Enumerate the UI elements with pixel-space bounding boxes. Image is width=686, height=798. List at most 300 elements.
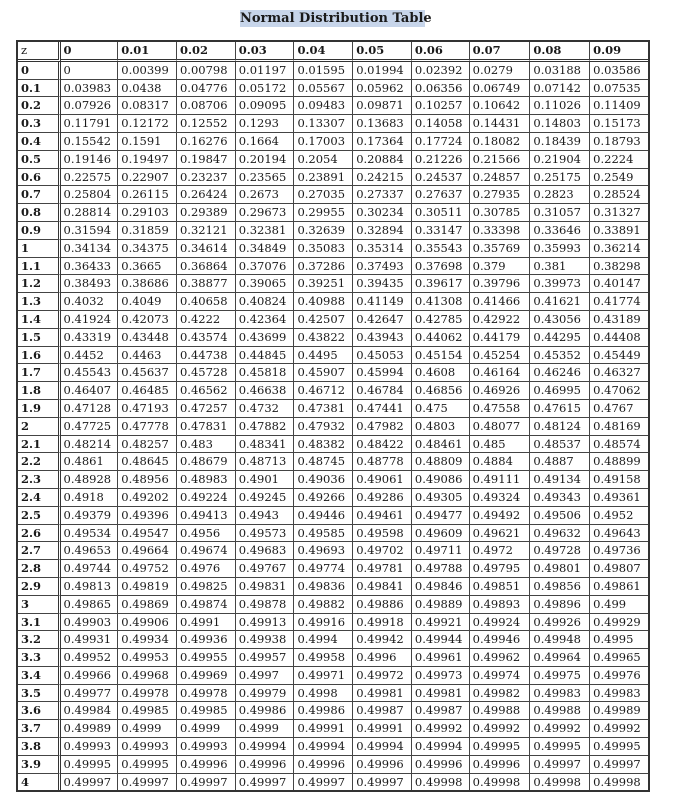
probability-cell: 0.11791 xyxy=(61,115,119,133)
z-value-cell: 0.2 xyxy=(18,97,61,115)
column-header: 0.03 xyxy=(236,42,295,62)
probability-cell: 0.43189 xyxy=(590,311,648,329)
z-value-cell: 2.3 xyxy=(18,471,61,489)
probability-cell: 0.43319 xyxy=(61,329,119,347)
probability-cell: 0.1664 xyxy=(236,133,295,151)
probability-cell: 0.46856 xyxy=(412,382,470,400)
probability-cell: 0.49989 xyxy=(590,702,648,720)
z-value-cell: 3.5 xyxy=(18,685,61,703)
probability-cell: 0.44179 xyxy=(470,329,531,347)
probability-cell: 0.49992 xyxy=(530,720,590,738)
table-row xyxy=(18,738,648,756)
probability-cell: 0.02392 xyxy=(412,62,470,80)
probability-cell: 0.49989 xyxy=(61,720,119,738)
table-row xyxy=(18,614,648,632)
probability-cell: 0.48645 xyxy=(118,453,177,471)
probability-cell: 0.4452 xyxy=(61,347,119,365)
probability-cell: 0.13307 xyxy=(294,115,353,133)
probability-cell: 0.36864 xyxy=(177,258,236,276)
probability-cell: 0.4956 xyxy=(177,525,236,543)
probability-cell: 0.33398 xyxy=(470,222,531,240)
probability-cell: 0.49819 xyxy=(118,578,177,596)
probability-cell: 0.48679 xyxy=(177,453,236,471)
probability-cell: 0.49632 xyxy=(530,525,590,543)
probability-cell: 0.49865 xyxy=(61,596,119,614)
probability-cell: 0.4918 xyxy=(61,489,119,507)
probability-cell: 0.29673 xyxy=(236,204,295,222)
probability-cell: 0.42922 xyxy=(470,311,531,329)
probability-cell: 0.15542 xyxy=(61,133,119,151)
normal-distribution-table xyxy=(16,40,650,792)
probability-cell: 0.47381 xyxy=(294,400,353,418)
probability-cell: 0.49997 xyxy=(236,774,295,791)
probability-cell: 0.40824 xyxy=(236,293,295,311)
probability-cell: 0.47982 xyxy=(353,418,412,436)
probability-cell: 0.49461 xyxy=(353,507,412,525)
probability-cell: 0.49957 xyxy=(236,649,295,667)
probability-cell: 0.4495 xyxy=(294,347,353,365)
probability-cell: 0.48956 xyxy=(118,471,177,489)
probability-cell: 0.48341 xyxy=(236,436,295,454)
probability-cell: 0.49781 xyxy=(353,560,412,578)
probability-cell: 0.49861 xyxy=(590,578,648,596)
z-value-cell: 3.1 xyxy=(18,614,61,632)
page-title: Normal Distribution Table xyxy=(240,11,432,26)
probability-cell: 0.44845 xyxy=(236,347,295,365)
probability-cell: 0.39435 xyxy=(353,275,412,293)
table-row xyxy=(18,578,648,596)
probability-cell: 0.49964 xyxy=(530,649,590,667)
probability-cell: 0.19146 xyxy=(61,151,119,169)
probability-cell: 0.4901 xyxy=(236,471,295,489)
probability-cell: 0.27035 xyxy=(294,186,353,204)
probability-cell: 0.49984 xyxy=(61,702,119,720)
probability-cell: 0.49996 xyxy=(236,756,295,774)
probability-cell: 0.47128 xyxy=(61,400,119,418)
probability-cell: 0.33646 xyxy=(530,222,590,240)
z-value-cell: 1.3 xyxy=(18,293,61,311)
probability-cell: 0.22575 xyxy=(61,169,119,187)
probability-cell: 0.29389 xyxy=(177,204,236,222)
probability-cell: 0.3665 xyxy=(118,258,177,276)
probability-cell: 0.48382 xyxy=(294,436,353,454)
probability-cell: 0.35993 xyxy=(530,240,590,258)
probability-cell: 0.4861 xyxy=(61,453,119,471)
probability-cell: 0.49846 xyxy=(412,578,470,596)
probability-cell: 0.49836 xyxy=(294,578,353,596)
probability-cell: 0.37076 xyxy=(236,258,295,276)
probability-cell: 0.49979 xyxy=(236,685,295,703)
table-row xyxy=(18,364,648,382)
z-value-cell: 2.9 xyxy=(18,578,61,596)
z-value-cell: 2.5 xyxy=(18,507,61,525)
probability-cell: 0.2673 xyxy=(236,186,295,204)
z-value-cell: 2.4 xyxy=(18,489,61,507)
probability-cell: 0.48574 xyxy=(590,436,648,454)
probability-cell: 0.31327 xyxy=(590,204,648,222)
probability-cell: 0.42507 xyxy=(294,311,353,329)
probability-cell: 0.45728 xyxy=(177,364,236,382)
z-value-cell: 0.1 xyxy=(18,80,61,98)
probability-cell: 0.49621 xyxy=(470,525,531,543)
probability-cell: 0.45254 xyxy=(470,347,531,365)
table-row xyxy=(18,649,648,667)
probability-cell: 0.49994 xyxy=(412,738,470,756)
table-row xyxy=(18,347,648,365)
probability-cell: 0.39796 xyxy=(470,275,531,293)
z-value-cell: 0.5 xyxy=(18,151,61,169)
table-row xyxy=(18,685,648,703)
table-row xyxy=(18,667,648,685)
probability-cell: 0.41924 xyxy=(61,311,119,329)
probability-cell: 0.49991 xyxy=(294,720,353,738)
probability-cell: 0.49134 xyxy=(530,471,590,489)
probability-cell: 0.4952 xyxy=(590,507,648,525)
probability-cell: 0.42785 xyxy=(412,311,470,329)
probability-cell: 0.39617 xyxy=(412,275,470,293)
probability-cell: 0.4998 xyxy=(294,685,353,703)
probability-cell: 0.48537 xyxy=(530,436,590,454)
probability-cell: 0.49893 xyxy=(470,596,531,614)
z-value-cell: 1.1 xyxy=(18,258,61,276)
probability-cell: 0.49795 xyxy=(470,560,531,578)
probability-cell: 0.10642 xyxy=(470,97,531,115)
table-row xyxy=(18,169,648,187)
probability-cell: 0.49547 xyxy=(118,525,177,543)
probability-cell: 0.07535 xyxy=(590,80,648,98)
z-value-cell: 3.9 xyxy=(18,756,61,774)
probability-cell: 0.48461 xyxy=(412,436,470,454)
column-header: 0.02 xyxy=(177,42,236,62)
probability-cell: 0.49998 xyxy=(470,774,531,791)
table-header-row xyxy=(18,42,648,62)
probability-cell: 0.17364 xyxy=(353,133,412,151)
column-header: 0.05 xyxy=(353,42,412,62)
probability-cell: 0.49851 xyxy=(470,578,531,596)
probability-cell: 0.4463 xyxy=(118,347,177,365)
probability-cell: 0.23565 xyxy=(236,169,295,187)
probability-cell: 0.44062 xyxy=(412,329,470,347)
probability-cell: 0.49573 xyxy=(236,525,295,543)
probability-cell: 0.49841 xyxy=(353,578,412,596)
z-value-cell: 3.4 xyxy=(18,667,61,685)
probability-cell: 0.49965 xyxy=(590,649,648,667)
probability-cell: 0.36433 xyxy=(61,258,119,276)
probability-cell: 0.34849 xyxy=(236,240,295,258)
probability-cell: 0.4997 xyxy=(236,667,295,685)
probability-cell: 0.49986 xyxy=(236,702,295,720)
probability-cell: 0.07142 xyxy=(530,80,590,98)
probability-cell: 0.39251 xyxy=(294,275,353,293)
probability-cell: 0.49903 xyxy=(61,614,119,632)
z-value-cell: 3 xyxy=(18,596,61,614)
probability-cell: 0.47558 xyxy=(470,400,531,418)
probability-cell: 0.35543 xyxy=(412,240,470,258)
probability-cell: 0.49994 xyxy=(236,738,295,756)
table-body xyxy=(18,62,648,791)
probability-cell: 0.4994 xyxy=(294,631,353,649)
probability-cell: 0.05962 xyxy=(353,80,412,98)
probability-cell: 0.49998 xyxy=(412,774,470,791)
probability-cell: 0.49996 xyxy=(470,756,531,774)
probability-cell: 0.14058 xyxy=(412,115,470,133)
z-value-cell: 0.9 xyxy=(18,222,61,240)
probability-cell: 0.49969 xyxy=(177,667,236,685)
probability-cell: 0.45352 xyxy=(530,347,590,365)
probability-cell: 0.39065 xyxy=(236,275,295,293)
probability-cell: 0.49882 xyxy=(294,596,353,614)
probability-cell: 0.30234 xyxy=(353,204,412,222)
probability-cell: 0.4049 xyxy=(118,293,177,311)
column-header: 0.06 xyxy=(412,42,470,62)
probability-cell: 0.20884 xyxy=(353,151,412,169)
probability-cell: 0.49973 xyxy=(412,667,470,685)
probability-cell: 0.46638 xyxy=(236,382,295,400)
probability-cell: 0.01994 xyxy=(353,62,412,80)
probability-cell: 0.49379 xyxy=(61,507,119,525)
probability-cell: 0.23891 xyxy=(294,169,353,187)
probability-cell: 0.14431 xyxy=(470,115,531,133)
z-value-cell: 1.4 xyxy=(18,311,61,329)
probability-cell: 0.43056 xyxy=(530,311,590,329)
table-row xyxy=(18,400,648,418)
probability-cell: 0.26424 xyxy=(177,186,236,204)
table-row xyxy=(18,151,648,169)
probability-cell: 0.48899 xyxy=(590,453,648,471)
probability-cell: 0.49664 xyxy=(118,542,177,560)
probability-cell: 0.29955 xyxy=(294,204,353,222)
probability-cell: 0.31594 xyxy=(61,222,119,240)
probability-cell: 0.49997 xyxy=(590,756,648,774)
probability-cell: 0.30511 xyxy=(412,204,470,222)
probability-cell: 0.49534 xyxy=(61,525,119,543)
probability-cell: 0.4976 xyxy=(177,560,236,578)
table-row xyxy=(18,275,648,293)
table-row xyxy=(18,222,648,240)
probability-cell: 0.46784 xyxy=(353,382,412,400)
probability-cell: 0.45637 xyxy=(118,364,177,382)
probability-cell: 0.40988 xyxy=(294,293,353,311)
table-row xyxy=(18,62,648,80)
probability-cell: 0.32381 xyxy=(236,222,295,240)
probability-cell: 0.49981 xyxy=(353,685,412,703)
probability-cell: 0.49609 xyxy=(412,525,470,543)
probability-cell: 0.49396 xyxy=(118,507,177,525)
z-value-cell: 2.8 xyxy=(18,560,61,578)
probability-cell: 0.44738 xyxy=(177,347,236,365)
probability-cell: 0.49874 xyxy=(177,596,236,614)
z-value-cell: 4 xyxy=(18,774,61,791)
probability-cell: 0.09483 xyxy=(294,97,353,115)
table-row xyxy=(18,525,648,543)
column-header: 0.09 xyxy=(590,42,648,62)
probability-cell: 0.49992 xyxy=(412,720,470,738)
probability-cell: 0.4999 xyxy=(177,720,236,738)
probability-cell: 0.49305 xyxy=(412,489,470,507)
probability-cell: 0.11026 xyxy=(530,97,590,115)
probability-cell: 0.43699 xyxy=(236,329,295,347)
probability-cell: 0.13683 xyxy=(353,115,412,133)
probability-cell: 0.49992 xyxy=(590,720,648,738)
probability-cell: 0.49997 xyxy=(530,756,590,774)
probability-cell: 0.46926 xyxy=(470,382,531,400)
probability-cell: 0.06749 xyxy=(470,80,531,98)
probability-cell: 0.49985 xyxy=(118,702,177,720)
probability-cell: 0.34375 xyxy=(118,240,177,258)
probability-cell: 0.42647 xyxy=(353,311,412,329)
table-row xyxy=(18,702,648,720)
probability-cell: 0.49744 xyxy=(61,560,119,578)
probability-cell: 0.49061 xyxy=(353,471,412,489)
probability-cell: 0.17003 xyxy=(294,133,353,151)
column-header: 0 xyxy=(61,42,119,62)
probability-cell: 0.41621 xyxy=(530,293,590,311)
probability-cell: 0.48169 xyxy=(590,418,648,436)
probability-cell: 0.25175 xyxy=(530,169,590,187)
probability-cell: 0.49994 xyxy=(353,738,412,756)
probability-cell: 0.45154 xyxy=(412,347,470,365)
probability-cell: 0.49683 xyxy=(236,542,295,560)
z-value-cell: 3.8 xyxy=(18,738,61,756)
table-row xyxy=(18,258,648,276)
probability-cell: 0.4884 xyxy=(470,453,531,471)
probability-cell: 0.49944 xyxy=(412,631,470,649)
probability-cell: 0.49992 xyxy=(470,720,531,738)
probability-cell: 0.12552 xyxy=(177,115,236,133)
probability-cell: 0.41149 xyxy=(353,293,412,311)
probability-cell: 0.04776 xyxy=(177,80,236,98)
probability-cell: 0.24857 xyxy=(470,169,531,187)
probability-cell: 0.49446 xyxy=(294,507,353,525)
probability-cell: 0.499 xyxy=(590,596,648,614)
probability-cell: 0.44295 xyxy=(530,329,590,347)
probability-cell: 0.49997 xyxy=(61,774,119,791)
probability-cell: 0.03983 xyxy=(61,80,119,98)
probability-cell: 0.49924 xyxy=(470,614,531,632)
z-value-cell: 3.2 xyxy=(18,631,61,649)
probability-cell: 0.4995 xyxy=(590,631,648,649)
probability-cell: 0.49361 xyxy=(590,489,648,507)
probability-cell: 0.46407 xyxy=(61,382,119,400)
probability-cell: 0.43822 xyxy=(294,329,353,347)
probability-cell: 0.4032 xyxy=(61,293,119,311)
table-row xyxy=(18,382,648,400)
probability-cell: 0.24215 xyxy=(353,169,412,187)
probability-cell: 0.08706 xyxy=(177,97,236,115)
probability-cell: 0.09095 xyxy=(236,97,295,115)
probability-cell: 0.47778 xyxy=(118,418,177,436)
table-row xyxy=(18,507,648,525)
probability-cell: 0.35314 xyxy=(353,240,412,258)
probability-cell: 0.03586 xyxy=(590,62,648,80)
probability-cell: 0.19847 xyxy=(177,151,236,169)
z-value-cell: 2 xyxy=(18,418,61,436)
probability-cell: 0.49946 xyxy=(470,631,531,649)
probability-cell: 0.12172 xyxy=(118,115,177,133)
probability-cell: 0.34134 xyxy=(61,240,119,258)
probability-cell: 0.32121 xyxy=(177,222,236,240)
probability-cell: 0.20194 xyxy=(236,151,295,169)
probability-cell: 0.35083 xyxy=(294,240,353,258)
z-value-cell: 1.5 xyxy=(18,329,61,347)
probability-cell: 0.49974 xyxy=(470,667,531,685)
z-value-cell: 1.7 xyxy=(18,364,61,382)
probability-cell: 0.49961 xyxy=(412,649,470,667)
probability-cell: 0.49788 xyxy=(412,560,470,578)
probability-cell: 0.43943 xyxy=(353,329,412,347)
probability-cell: 0.46712 xyxy=(294,382,353,400)
probability-cell: 0.33147 xyxy=(412,222,470,240)
probability-cell: 0.49985 xyxy=(177,702,236,720)
probability-cell: 0.49736 xyxy=(590,542,648,560)
probability-cell: 0.49971 xyxy=(294,667,353,685)
probability-cell: 0.35769 xyxy=(470,240,531,258)
probability-cell: 0.49993 xyxy=(61,738,119,756)
probability-cell: 0.46485 xyxy=(118,382,177,400)
probability-cell: 0.07926 xyxy=(61,97,119,115)
probability-cell: 0.49948 xyxy=(530,631,590,649)
probability-cell: 0.46562 xyxy=(177,382,236,400)
probability-cell: 0.15173 xyxy=(590,115,648,133)
probability-cell: 0.49653 xyxy=(61,542,119,560)
probability-cell: 0.49286 xyxy=(353,489,412,507)
probability-cell: 0.49978 xyxy=(118,685,177,703)
probability-cell: 0.0438 xyxy=(118,80,177,98)
table-row xyxy=(18,720,648,738)
probability-cell: 0.49976 xyxy=(590,667,648,685)
probability-cell: 0.49936 xyxy=(177,631,236,649)
probability-cell: 0.483 xyxy=(177,436,236,454)
probability-cell: 0.41308 xyxy=(412,293,470,311)
probability-cell: 0.48422 xyxy=(353,436,412,454)
probability-cell: 0.49752 xyxy=(118,560,177,578)
probability-cell: 0.47257 xyxy=(177,400,236,418)
z-value-cell: 3.7 xyxy=(18,720,61,738)
probability-cell: 0.485 xyxy=(470,436,531,454)
probability-cell: 0.381 xyxy=(530,258,590,276)
z-value-cell: 0 xyxy=(18,62,61,80)
probability-cell: 0.49036 xyxy=(294,471,353,489)
probability-cell: 0.49953 xyxy=(118,649,177,667)
z-value-cell: 2.1 xyxy=(18,436,61,454)
probability-cell: 0.47615 xyxy=(530,400,590,418)
probability-cell: 0.49977 xyxy=(61,685,119,703)
probability-cell: 0.49728 xyxy=(530,542,590,560)
probability-cell: 0.47882 xyxy=(236,418,295,436)
probability-cell: 0.49413 xyxy=(177,507,236,525)
probability-cell: 0.43448 xyxy=(118,329,177,347)
z-value-cell: 1.6 xyxy=(18,347,61,365)
probability-cell: 0.49993 xyxy=(177,738,236,756)
table-row xyxy=(18,436,648,454)
probability-cell: 0.48745 xyxy=(294,453,353,471)
probability-cell: 0.475 xyxy=(412,400,470,418)
probability-cell: 0.49693 xyxy=(294,542,353,560)
probability-cell: 0.38493 xyxy=(61,275,119,293)
probability-cell: 0.49958 xyxy=(294,649,353,667)
probability-cell: 0.49774 xyxy=(294,560,353,578)
probability-cell: 0.03188 xyxy=(530,62,590,80)
probability-cell: 0.1293 xyxy=(236,115,295,133)
z-value-cell: 0.4 xyxy=(18,133,61,151)
probability-cell: 0.49997 xyxy=(353,774,412,791)
probability-cell: 0.49245 xyxy=(236,489,295,507)
probability-cell: 0.41774 xyxy=(590,293,648,311)
table-row xyxy=(18,293,648,311)
probability-cell: 0.33891 xyxy=(590,222,648,240)
probability-cell: 0.49643 xyxy=(590,525,648,543)
probability-cell: 0.28814 xyxy=(61,204,119,222)
